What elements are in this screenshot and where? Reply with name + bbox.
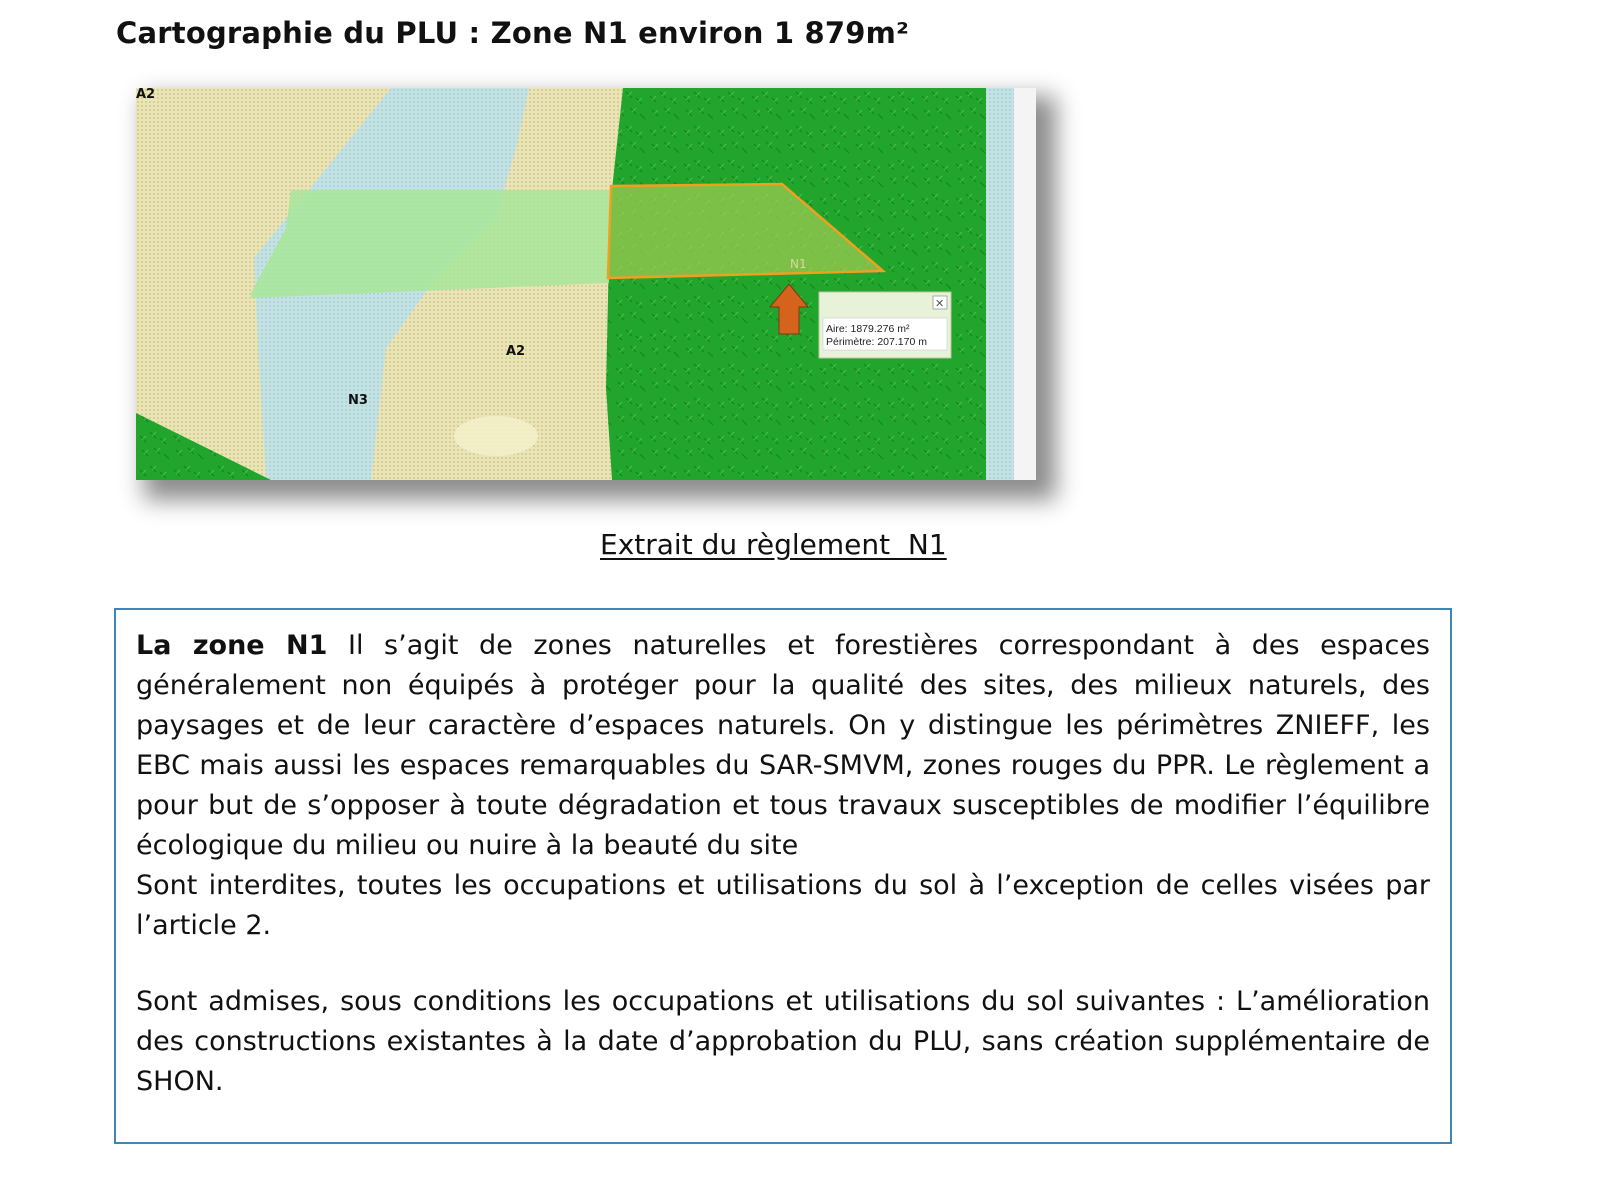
tooltip-close-icon[interactable] <box>933 296 947 310</box>
zone-n3-label: N3 <box>348 393 368 408</box>
rule-paragraph-1 <box>136 626 1430 866</box>
svg-text:✕: ✕ <box>935 297 945 310</box>
rule-paragraph-3: Sont admises, sous conditions les occupations et utilisations du sol suivantes : L’amélioration des constructions existantes à la date d’approbation du PLU, sans création supplémentaire de SHON. <box>136 986 1430 1097</box>
rule-intro-bold: La zone N1 <box>136 630 328 661</box>
map-margin <box>1014 88 1036 480</box>
rule-text-1: Il s’agit de zones naturelles et forestières correspondant à des espaces généralement non équipés à protéger pour la qualité des sites, des milieux naturels, des paysages et de leur caractère d’espaces naturels. On y distingue les périmètres ZNIEFF, les EBC mais aussi les espaces remarquables du SAR-SMVM, zones rouges du PPR. Le règlement a pour but de s’opposer à toute dégradation et tous travaux susceptibles de modifier l’équilibre écologique du milieu ou nuire à la beauté du site <box>136 630 1430 861</box>
pale-area <box>454 416 538 456</box>
zone-label-top-left: A2 <box>136 88 156 102</box>
selection-band <box>251 190 609 298</box>
zone-forest-area <box>606 88 986 480</box>
plu-map <box>136 88 1036 480</box>
tooltip-perimeter: Périmètre: 207.170 m <box>826 336 927 348</box>
rule-extract-heading: Extrait du règlement N1 <box>600 528 947 561</box>
paragraph-gap <box>136 946 1430 982</box>
tooltip-area: Aire: 1879.276 m² <box>826 323 910 335</box>
zone-rule-box <box>114 608 1452 1144</box>
zone-right-strip <box>986 88 1014 480</box>
zone-a2-label: A2 <box>506 344 526 359</box>
rule-paragraph-2: Sont interdites, toutes les occupations et utilisations du sol à l’exception de celles visées par l’article 2. <box>136 870 1430 941</box>
measure-tooltip <box>819 292 951 358</box>
plu-map-image <box>136 88 1036 480</box>
page-title: Cartographie du PLU : Zone N1 environ 1 879m² <box>116 16 909 50</box>
zone-n1-label: N1 <box>790 257 807 271</box>
